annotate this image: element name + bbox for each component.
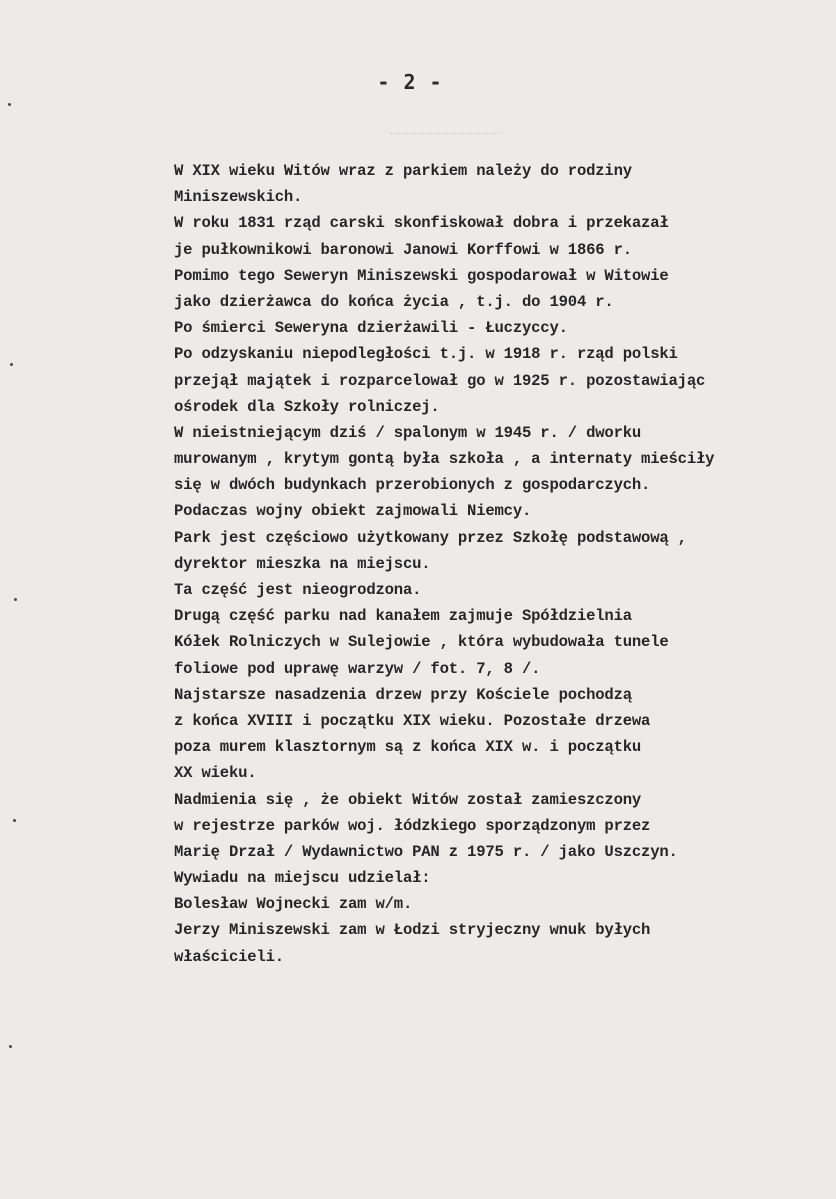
text-line: ośrodek dla Szkoły rolniczej.	[174, 397, 440, 416]
text-line: z końca XVIII i początku XIX wieku. Pozostałe drzewa	[174, 711, 651, 730]
text-line: Miniszewskich.	[174, 188, 303, 207]
text-line: dyrektor mieszka na miejscu.	[174, 554, 431, 573]
margin-dot	[13, 819, 16, 822]
text-line: w rejestrze parków woj. łódzkiego sporządzonym przez	[174, 816, 651, 835]
text-line: Park jest częściowo użytkowany przez Szkołę podstawową ,	[174, 528, 687, 547]
text-line: Bolesław Wojnecki zam w/m.	[174, 895, 413, 914]
text-line: Po śmierci Seweryna dzierżawili - Łuczyccy.	[174, 319, 568, 338]
text-line: murowanym , krytym gontą była szkoła , a internaty mieściły	[174, 450, 715, 469]
text-line: XX wieku.	[174, 764, 257, 783]
text-line: Po odzyskaniu niepodległości t.j. w 1918 r. rząd polski	[174, 345, 678, 364]
text-line: jako dzierżawca do końca życia , t.j. do 1904 r.	[174, 292, 614, 311]
text-line: się w dwóch budynkach przerobionych z gospodarczych.	[174, 476, 651, 495]
margin-dot	[9, 1045, 12, 1048]
page-number: - 2 -	[377, 70, 443, 94]
margin-dot	[10, 363, 13, 366]
text-line: Najstarsze nasadzenia drzew przy Kościele pochodzą	[174, 685, 632, 704]
text-line: Nadmienia się , że obiekt Witów został zamieszczony	[174, 790, 642, 809]
text-line: Podaczas wojny obiekt zajmowali Niemcy.	[174, 502, 532, 521]
text-line: je pułkownikowi baronowi Janowi Korffowi w 1866 r.	[174, 240, 632, 259]
text-line: przejął majątek i rozparcelował go w 1925 r. pozostawiając	[174, 371, 706, 390]
text-line: W nieistniejącym dziś / spalonym w 1945 r. / dworku	[174, 423, 642, 442]
text-line: foliowe pod uprawę warzyw / fot. 7, 8 /.	[174, 659, 541, 678]
margin-dot	[14, 598, 17, 601]
text-line: Kółek Rolniczych w Sulejowie , która wybudowała tunele	[174, 633, 669, 652]
text-line: poza murem klasztornym są z końca XIX w. i początku	[174, 738, 642, 757]
text-line: Drugą część parku nad kanałem zajmuje Spółdzielnia	[174, 607, 632, 626]
text-line: Ta część jest nieogrodzona.	[174, 581, 422, 599]
text-line: W XIX wieku Witów wraz z parkiem należy do rodziny	[174, 162, 632, 180]
text-line: W roku 1831 rząd carski skonfiskował dobra i przekazał	[174, 214, 669, 233]
text-line: właścicieli.	[174, 947, 284, 966]
text-line: Pomimo tego Seweryn Miniszewski gospodarował w Witowie	[174, 266, 669, 285]
margin-dot	[8, 103, 11, 106]
text-line: Jerzy Miniszewski zam w Łodzi stryjeczny wnuk byłych	[174, 921, 651, 940]
text-line: Wywiadu na miejscu udzielał:	[174, 869, 431, 888]
document-body	[174, 158, 814, 970]
text-line: Marię Drzał / Wydawnictwo PAN z 1975 r. / jako Uszczyn.	[174, 842, 678, 861]
paper-smudge	[390, 133, 500, 134]
